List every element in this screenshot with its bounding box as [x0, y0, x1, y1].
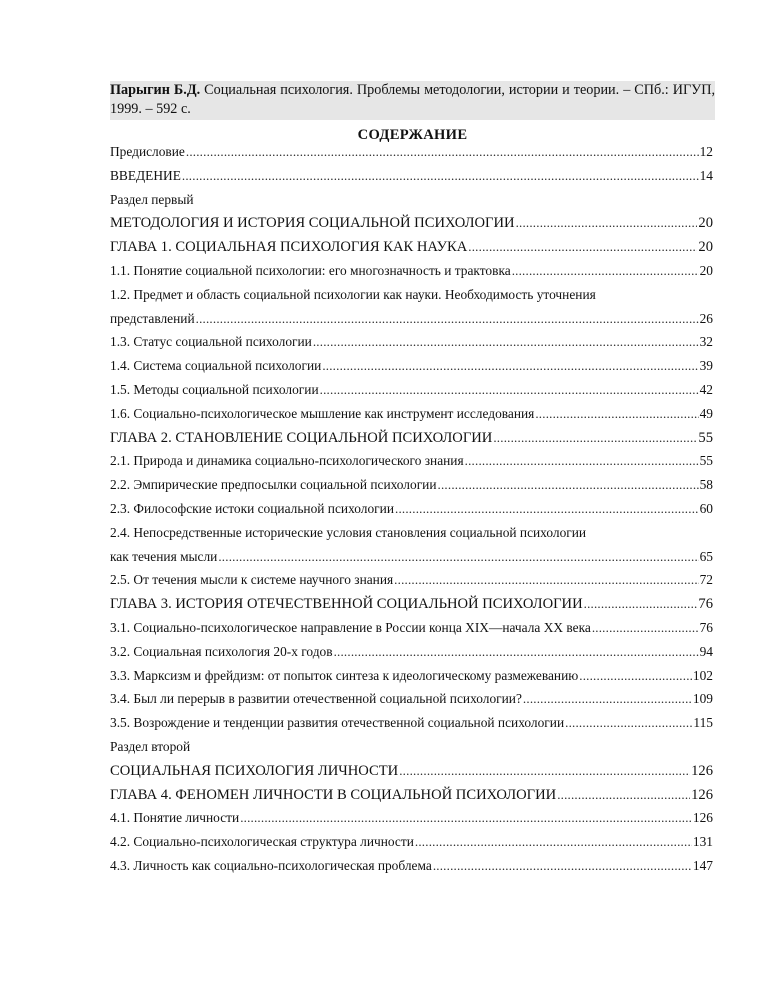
toc-page-number: 20 — [698, 239, 713, 255]
dot-leader — [320, 382, 699, 398]
toc-entry — [110, 572, 713, 592]
toc-page-number: 72 — [699, 572, 713, 587]
toc-page-number: 126 — [692, 810, 713, 825]
toc-entry-title: 2.1. Природа и динамика социально-психологического знания — [110, 453, 464, 468]
toc-entry — [110, 787, 713, 807]
dot-leader — [196, 311, 699, 327]
toc-page-number: 94 — [699, 644, 713, 659]
toc-entry — [110, 620, 713, 640]
dot-leader — [579, 668, 692, 684]
toc-page-number: 49 — [699, 406, 713, 421]
dot-leader — [394, 572, 698, 588]
toc-page-number: 20 — [699, 263, 713, 278]
toc-entry-title: ГЛАВА 3. ИСТОРИЯ ОТЕЧЕСТВЕННОЙ СОЦИАЛЬНОЙ ПСИХОЛОГИИ — [110, 596, 583, 612]
toc-page-number: 76 — [699, 620, 713, 635]
toc-page-number: 131 — [692, 834, 713, 849]
toc-entry-title: 1.3. Статус социальной психологии — [110, 334, 312, 349]
toc-entry-title: СОЦИАЛЬНАЯ ПСИХОЛОГИЯ ЛИЧНОСТИ — [110, 763, 399, 779]
dot-leader — [399, 763, 690, 779]
toc-entry-title: 3.4. Был ли перерыв в развитии отечественной социальной психологии? — [110, 691, 522, 706]
toc-page-number: 55 — [699, 453, 713, 468]
toc-entry-title: 3.3. Марксизм и фрейдизм: от попыток синтеза к идеологическому размежеванию — [110, 668, 579, 683]
toc-entry-title: представлений — [110, 311, 195, 326]
toc-entry — [110, 430, 713, 450]
toc-page-number: 109 — [692, 691, 713, 706]
toc-entry-title: 3.5. Возрождение и тенденции развития отечественной социальной психологии — [110, 715, 565, 730]
toc-entry-title: Предисловие — [110, 144, 185, 159]
toc-entry-title: как течения мысли — [110, 549, 218, 564]
toc-entry-title: 1.6. Социально-психологическое мышление как инструмент исследования — [110, 406, 535, 421]
toc-entry-title: 4.2. Социально-психологическая структура личности — [110, 834, 414, 849]
toc-entry — [110, 406, 713, 426]
toc-entry-title: 1.1. Понятие социальной психологии: его многозначность и трактовка — [110, 263, 511, 278]
toc-entry — [110, 501, 713, 521]
toc-entry-title: 2.5. От течения мысли к системе научного знания — [110, 572, 394, 587]
toc-line: Раздел второй — [110, 739, 191, 754]
toc-entry-title: ГЛАВА 2. СТАНОВЛЕНИЕ СОЦИАЛЬНОЙ ПСИХОЛОГИИ — [110, 430, 493, 446]
dot-leader — [433, 858, 692, 874]
dot-leader — [592, 620, 699, 636]
toc-page-number: 147 — [692, 858, 713, 873]
book-author: Парыгин Б.Д. — [110, 82, 201, 98]
dot-leader — [438, 477, 699, 493]
toc-entry-title: ГЛАВА 1. СОЦИАЛЬНАЯ ПСИХОЛОГИЯ КАК НАУКА — [110, 239, 468, 255]
toc-entry — [110, 144, 713, 164]
dot-leader — [415, 834, 692, 850]
toc-page-number: 42 — [699, 382, 713, 397]
toc-entry — [110, 810, 713, 830]
toc-entry-title: ВВЕДЕНИЕ — [110, 168, 181, 183]
toc-page-number: 58 — [699, 477, 713, 492]
toc-page-number: 76 — [698, 596, 713, 612]
dot-leader — [186, 144, 699, 160]
book-citation: Социальная психология. Проблемы методологии, истории и теории. – СПб.: ИГУП, 1999. – 592 с. — [110, 82, 715, 117]
toc-page-number: 115 — [693, 715, 713, 730]
dot-leader — [395, 501, 699, 517]
dot-leader — [523, 691, 692, 707]
toc-entry-title: ГЛАВА 4. ФЕНОМЕН ЛИЧНОСТИ В СОЦИАЛЬНОЙ ПСИХОЛОГИИ — [110, 787, 557, 803]
dot-leader — [313, 334, 699, 350]
toc-page-number: 60 — [699, 501, 713, 516]
toc-page-number: 12 — [699, 144, 713, 159]
dot-leader — [557, 787, 690, 803]
dot-leader — [565, 715, 692, 731]
toc-entry-title: 4.1. Понятие личности — [110, 810, 240, 825]
toc-entry-title: 3.1. Социально-психологическое направление в России конца XIX—начала XX века — [110, 620, 591, 635]
toc-entry — [110, 858, 713, 878]
toc-page-number: 65 — [699, 549, 713, 564]
dot-leader — [468, 239, 697, 255]
toc-page-number: 126 — [691, 763, 713, 779]
toc-entry — [110, 834, 713, 854]
bibliographic-reference — [110, 81, 715, 120]
dot-leader — [218, 549, 698, 565]
dot-leader — [182, 168, 699, 184]
dot-leader — [240, 810, 692, 826]
toc-page-number: 26 — [699, 311, 713, 326]
dot-leader — [493, 430, 697, 446]
toc-line: 1.2. Предмет и область социальной психологии как науки. Необходимость уточнения — [110, 287, 596, 302]
toc-entry — [110, 382, 713, 402]
toc-entry-title: 3.2. Социальная психология 20-х годов — [110, 644, 333, 659]
dot-leader — [535, 406, 698, 422]
toc-entry — [110, 668, 713, 688]
toc-entry — [110, 715, 713, 735]
toc-page-number: 14 — [699, 168, 713, 183]
toc-entry-title: 2.2. Эмпирические предпосылки социальной психологии — [110, 477, 437, 492]
toc-line: 2.4. Непосредственные исторические условия становления социальной психологии — [110, 525, 587, 540]
toc-entry — [110, 311, 713, 331]
toc-entry — [110, 763, 713, 783]
toc-entry — [110, 549, 713, 569]
toc-entry-title: МЕТОДОЛОГИЯ И ИСТОРИЯ СОЦИАЛЬНОЙ ПСИХОЛОГИИ — [110, 215, 515, 231]
toc-page-number: 126 — [691, 787, 713, 803]
toc-entry — [110, 596, 713, 616]
toc-page-number: 102 — [692, 668, 713, 683]
toc-page-number: 39 — [699, 358, 713, 373]
toc-entry-title: 1.5. Методы социальной психологии — [110, 382, 319, 397]
toc-entry — [110, 453, 713, 473]
toc-entry-title: 2.3. Философские истоки социальной психологии — [110, 501, 394, 516]
toc-entry — [110, 358, 713, 378]
toc-entry — [110, 263, 713, 283]
toc-entry — [110, 168, 713, 188]
toc-page-number: 55 — [698, 430, 713, 446]
toc-line: Раздел первый — [110, 192, 194, 207]
dot-leader — [334, 644, 699, 660]
toc-entry — [110, 477, 713, 497]
dot-leader — [512, 263, 699, 279]
toc-entry-title: 4.3. Личность как социально-психологическая проблема — [110, 858, 432, 873]
toc-entry — [110, 239, 713, 259]
dot-leader — [516, 215, 698, 231]
toc-entry — [110, 334, 713, 354]
toc-entry — [110, 691, 713, 711]
toc-entry — [110, 644, 713, 664]
contents-heading: СОДЕРЖАНИЕ — [357, 127, 468, 143]
toc-page-number: 20 — [698, 215, 713, 231]
dot-leader — [322, 358, 698, 374]
dot-leader — [465, 453, 699, 469]
toc-entry — [110, 215, 713, 235]
toc-entry-title: 1.4. Система социальной психологии — [110, 358, 322, 373]
dot-leader — [584, 596, 698, 612]
toc-page-number: 32 — [699, 334, 713, 349]
